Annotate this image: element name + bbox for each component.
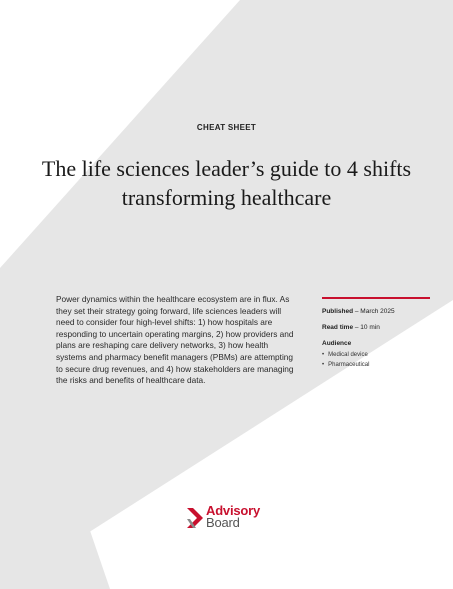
audience-item: • Pharmaceutical [322, 362, 430, 368]
read-time-value: – 10 min [353, 323, 380, 331]
published-line [322, 308, 430, 315]
advisory-board-logo [186, 505, 276, 531]
document-type-label: CHEAT SHEET [196, 123, 257, 132]
intro-paragraph: Power dynamics within the healthcare ecosystem are in flux. As they set their strategy going forward, life sciences leaders will need to consider four high-level shifts: 1) how hospitals are responding to uncertain operating margins, 2) how providers and plans are reshaping care delivery networks, 3) how health systems and pharmacy benefit managers (PBMs) are attempting to secure drug revenues, and 4) how stakeholders are managing the risks and benefits of healthcare data. [56, 294, 294, 386]
audience-heading: Audience [322, 339, 352, 347]
audience-list [322, 352, 430, 368]
page-title: The life sciences leader’s guide to 4 shifts transforming healthcare [41, 156, 412, 210]
read-time-line [322, 324, 430, 331]
read-time-label: Read time [322, 323, 354, 331]
logo-text-advisory: Advisory [206, 503, 261, 518]
audience-item: • Medical device [322, 352, 430, 358]
published-value: – March 2025 [353, 307, 395, 315]
meta-panel [322, 297, 430, 372]
logo-text-board: Board [206, 515, 240, 530]
published-label: Published [322, 307, 354, 315]
meta-accent-rule [322, 297, 430, 299]
advisory-board-chevron-icon [186, 506, 206, 530]
